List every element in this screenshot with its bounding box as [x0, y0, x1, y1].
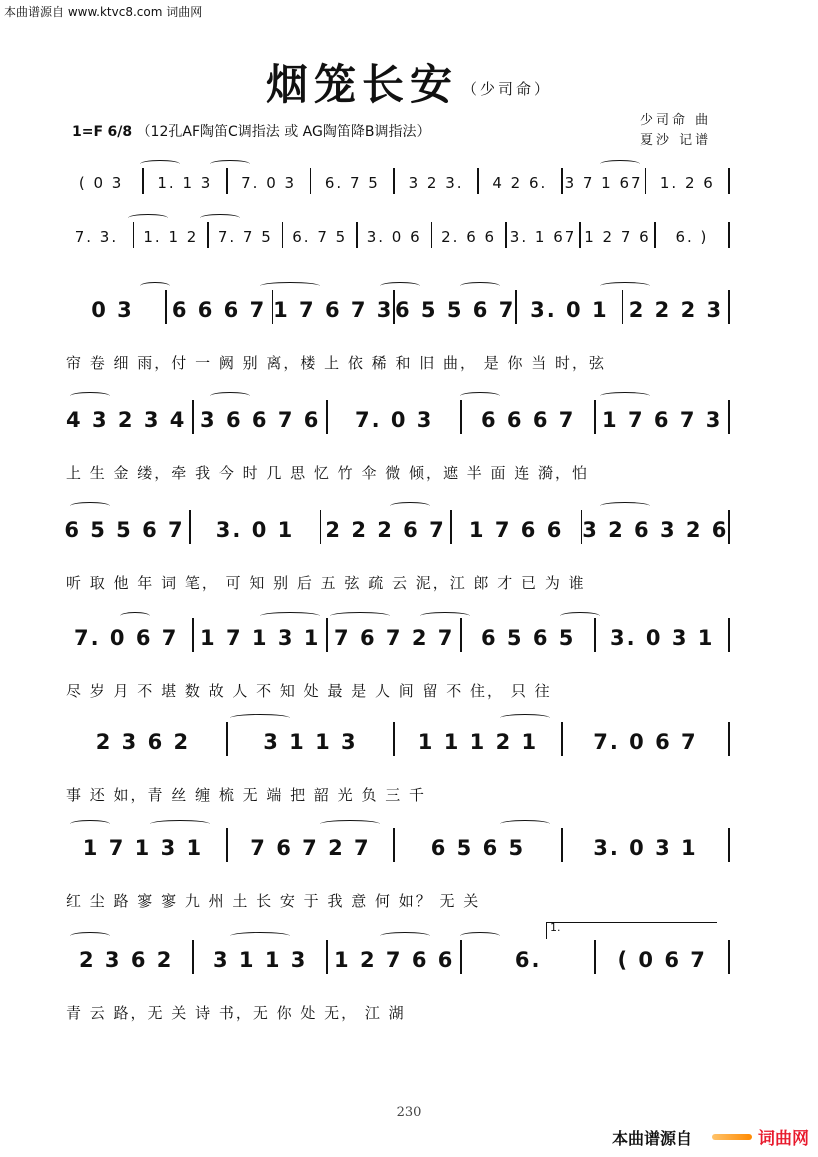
measure: 1 7 6 7 3 [273, 298, 394, 322]
measure: 6 5 5 6 7 [395, 298, 516, 322]
measure: 6 5 5 6 7 [64, 518, 185, 542]
measure: 2 3 6 2 [79, 948, 174, 972]
measure: 2 2 2 3 [628, 298, 724, 322]
lyrics-line: 事 还 如，青 丝 缠 梳 无 端 把 韶 光 负 三 千 [66, 786, 426, 804]
measure: 6. ) [675, 228, 709, 246]
measure: 3 2 3. [408, 174, 464, 192]
slur-arc [460, 392, 500, 400]
slur-arc [600, 160, 640, 168]
barline [728, 722, 730, 756]
measure: 7 6 7 2 7 [250, 836, 371, 860]
measure: 6 5 6 5 [481, 626, 576, 650]
measure: 0 3 [91, 298, 134, 322]
notation-line [60, 290, 730, 324]
slur-arc [260, 612, 320, 620]
slur-arc [260, 282, 320, 290]
measure: 7. 7 5 [217, 228, 273, 246]
watermark-logo-icon [712, 1134, 752, 1140]
lyrics-line: 青 云 路，无 关 诗 书，无 你 处 无， 江 湖 [66, 1004, 406, 1022]
measure: 1 7 1 3 1 [82, 836, 204, 860]
measure: 1. 2 6 [659, 174, 715, 192]
measure: 3. 0 1 [215, 518, 295, 542]
notation-line [60, 722, 730, 756]
measure: 6. 7 5 [324, 174, 380, 192]
measure: 3 2 6 3 2 6 [582, 518, 729, 542]
page-number: 230 [396, 1105, 422, 1120]
measure: 7 6 7 2 7 [334, 626, 455, 650]
slur-arc [140, 160, 180, 168]
lyrics-line: 上 生 金 缕，牵 我 今 时 几 思 忆 竹 伞 微 倾，遮 半 面 连 漪，怕 [66, 464, 590, 482]
slur-arc [200, 214, 240, 222]
song-title [0, 52, 818, 112]
measure: 7. 3. [74, 228, 119, 246]
measure: 1 1 1 2 1 [417, 730, 539, 754]
volta-bracket [546, 922, 717, 939]
measure: 6. 7 5 [292, 228, 348, 246]
barline [728, 222, 730, 248]
measure: 1 7 6 6 [468, 518, 564, 542]
barline [728, 828, 730, 862]
measure: 3 6 6 7 6 [200, 408, 321, 432]
slur-arc [600, 282, 650, 290]
slur-arc [210, 160, 250, 168]
notation-line [60, 940, 730, 974]
lyrics-line: 红 尘 路 寥 寥 九 州 土 长 安 于 我 意 何 如？ 无 关 [66, 892, 481, 910]
barline [728, 400, 730, 434]
slur-arc [210, 392, 250, 400]
composer-credit: 少司命 曲 [640, 113, 712, 128]
measure: 3 1 1 3 [263, 730, 358, 754]
measure: 1 2 7 6 [584, 228, 651, 246]
slur-arc [150, 820, 210, 828]
slur-arc [230, 932, 290, 940]
lyrics-line: 帘 卷 细 雨，付 一 阙 别 离，楼 上 依 稀 和 旧 曲， 是 你 当 时，弦 [66, 354, 607, 372]
measure: 6 6 6 7 [171, 298, 267, 322]
measure: ( 0 6 7 [617, 948, 707, 972]
slur-arc [460, 932, 500, 940]
barline [728, 168, 730, 194]
notation-line [60, 168, 730, 194]
slur-arc [70, 820, 110, 828]
notation-line [60, 828, 730, 862]
measure: 6 5 6 5 [430, 836, 526, 860]
notation-line [60, 510, 730, 544]
lyrics-line: 尽 岁 月 不 堪 数 故 人 不 知 处 最 是 人 间 留 不 住， 只 往 [66, 682, 552, 700]
slur-arc [600, 502, 650, 510]
measure: 6. [514, 948, 542, 972]
watermark-source: 本曲谱源自 [612, 1129, 693, 1148]
barline [728, 940, 730, 974]
credits [640, 111, 711, 151]
slur-arc [230, 714, 290, 722]
measure: 1. 1 2 [143, 228, 199, 246]
measure: 2 2 2 6 7 [325, 518, 446, 542]
notation-line [60, 400, 730, 434]
slur-arc [460, 282, 500, 290]
slur-arc [390, 502, 430, 510]
slur-arc [70, 932, 110, 940]
song-subtitle: （少司命） [462, 79, 553, 98]
measure: 2. 6 6 [441, 228, 497, 246]
measure: 4 3 2 3 4 [66, 408, 187, 432]
measure: ( 0 3 [78, 174, 124, 192]
volta-label: 1. [550, 921, 561, 934]
notation-line [60, 222, 730, 248]
barline [728, 618, 730, 652]
notation-line [60, 618, 730, 652]
slur-arc [330, 612, 390, 620]
slur-arc [140, 282, 170, 290]
measure: 7. 0 3 [354, 408, 434, 432]
fingering-note: （12孔AF陶笛C调指法 或 AG陶笛降B调指法） [136, 124, 431, 140]
slur-arc [70, 392, 110, 400]
measure: 3. 1 67 [509, 228, 577, 246]
measure: 7. 0 6 7 [74, 626, 179, 650]
key-signature: 1=F [72, 124, 104, 140]
measure: 3. 0 6 [366, 228, 422, 246]
watermark-site: 词曲网 [758, 1129, 809, 1149]
slur-arc [600, 392, 650, 400]
barline [728, 290, 730, 324]
measure: 7. 0 3 [241, 174, 297, 192]
measure: 1 7 6 7 3 [602, 408, 723, 432]
measure: 3. 0 3 1 [610, 626, 715, 650]
slur-arc [320, 820, 380, 828]
slur-arc [500, 820, 550, 828]
measure: 3 7 1 67 [564, 174, 643, 192]
measure: 1. 1 3 [157, 174, 213, 192]
measure: 3. 0 1 [530, 298, 609, 322]
slur-arc [560, 612, 600, 620]
title-text: 烟笼长安 [265, 60, 458, 109]
slur-arc [120, 612, 150, 620]
slur-arc [420, 612, 470, 620]
measure: 4 2 6. [492, 174, 548, 192]
measure: 1 2 7 6 6 [334, 948, 455, 972]
measure: 3. 0 3 1 [593, 836, 698, 860]
lyrics-line: 听 取 他 年 词 笔， 可 知 别 后 五 弦 疏 云 泥，江 郎 才 已 为 谁 [66, 574, 586, 592]
barline [728, 510, 730, 544]
measure: 1 7 1 3 1 [200, 626, 321, 650]
measure: 3 1 1 3 [213, 948, 308, 972]
measure: 6 6 6 7 [481, 408, 576, 432]
site-header: 本曲谱源自 www.ktvc8.com 词曲网 [4, 5, 203, 19]
transcriber-credit: 夏沙 记谱 [640, 133, 712, 148]
slur-arc [380, 282, 420, 290]
slur-arc [128, 214, 168, 222]
measure: 2 3 6 2 [95, 730, 191, 754]
measure: 7. 0 6 7 [593, 730, 698, 754]
slur-arc [500, 714, 550, 722]
key-line [72, 121, 430, 141]
time-signature: 6/8 [107, 124, 133, 140]
slur-arc [70, 502, 110, 510]
slur-arc [380, 932, 430, 940]
